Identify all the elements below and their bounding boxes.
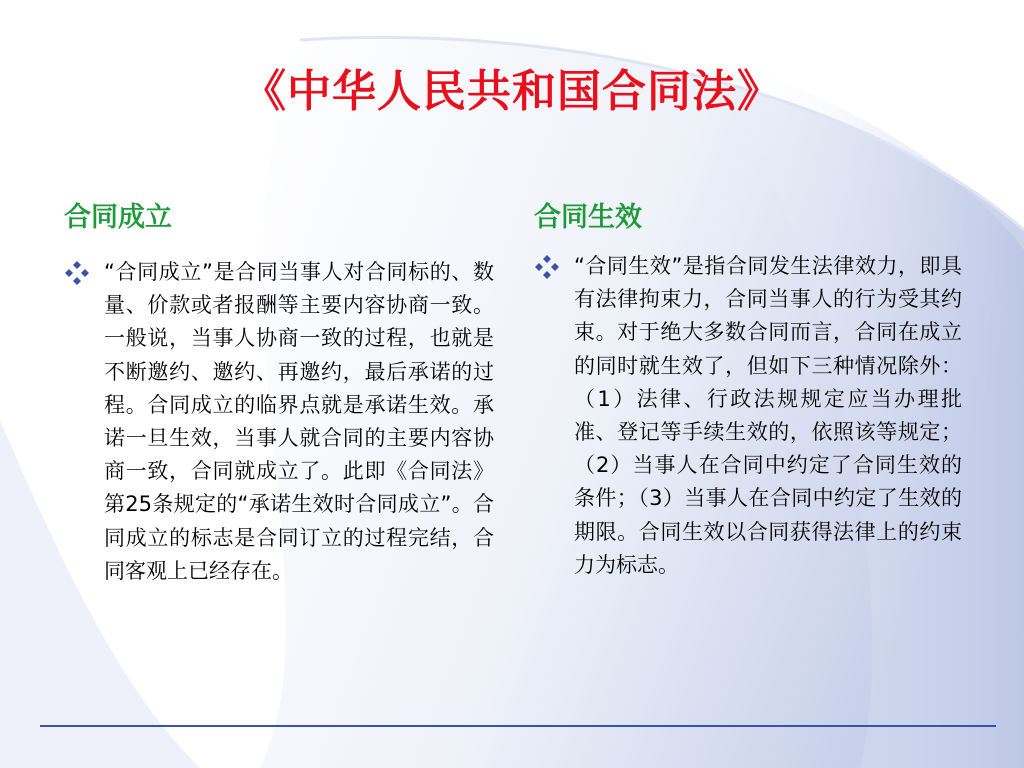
contract-formation-text: “合同成立”是合同当事人对合同标的、数量、价款或者报酬等主要内容协商一致。一般说，当事人协商一致的过程，也就是不断邀约、邀约、再邀约，最后承诺的过程。合同成立的临界点就是承诺生效。承诺一旦生效，当事人就合同的主要内容协商一致，合同就成立了。此即《合同法》第25条规定的“承诺生效时合同成立”。合同成立的标志是合同订立的过程完结，合同客观上已经存在。 bbox=[104, 260, 494, 583]
bottom-divider bbox=[40, 725, 996, 727]
diamond-bullet-icon bbox=[534, 254, 560, 280]
diamond-bullet-icon bbox=[64, 260, 90, 286]
heading-contract-effect: 合同生效 bbox=[534, 202, 642, 233]
slide-title: 《中华人民共和国合同法》 bbox=[242, 66, 782, 117]
left-bullet-item bbox=[64, 256, 494, 588]
heading-contract-formation: 合同成立 bbox=[64, 202, 172, 233]
right-bullet-item bbox=[534, 250, 962, 582]
contract-effect-text: “合同生效”是指合同发生法律效力，即具有法律拘束力，合同当事人的行为受其约束。对于绝大多数合同而言，合同在成立的同时就生效了，但如下三种情况除外：（1）法律、行政法规规定应当办理批准、登记等手续生效的，依照该等规定；（2）当事人在合同中约定了合同生效的条件；（3）当事人在合同中约定了生效的期限。合同生效以合同获得法律上的约束力为标志。 bbox=[574, 254, 962, 577]
